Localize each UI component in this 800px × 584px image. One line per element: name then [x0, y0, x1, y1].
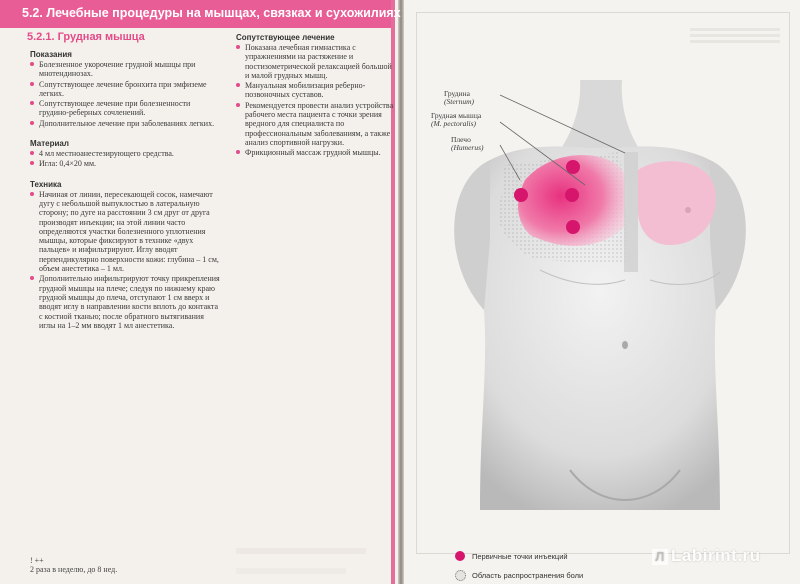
material-list: [30, 149, 220, 169]
section-header-band: [0, 0, 401, 28]
label-pectoralis: [431, 112, 481, 128]
right-text-column: [236, 33, 396, 159]
navel: [622, 341, 628, 349]
dosage-footer: [30, 556, 117, 574]
footer-frequency: 2 раза в неделю, до 8 нед.: [30, 565, 118, 574]
list-item: Фрикционный массаж грудной мышцы.: [236, 148, 396, 157]
label-pectoralis-ru: Грудная мышца: [431, 111, 482, 120]
injection-point: [514, 188, 528, 202]
list-item: Дополнительное лечение при заболеваниях легких.: [30, 119, 220, 128]
list-item: 4 мл местноанестезирующего средства.: [30, 149, 220, 158]
injection-point: [565, 188, 579, 202]
indications-heading: Показания: [30, 50, 72, 59]
list-item: Дополнительно инфильтрируют точку прикрепления грудной мышцы на плече; следуя по нижнему краю грудной мышцы до плеча, отступают 1 см вверх и вводят иглу в направлении кости вплоть до контакта с костной тканью; после обратного вытягивания иглы на 1–2 мм вводят 1 мл анестетика.: [30, 274, 220, 330]
list-item: Мануальная мобилизация реберно-позвоночных суставов.: [236, 81, 396, 100]
legend-injection-icon: [455, 551, 465, 561]
watermark-logo-icon: Л: [652, 549, 668, 565]
list-item: Игла: 0,4×20 мм.: [30, 159, 220, 168]
label-humerus-latin: (Humerus): [451, 143, 484, 152]
technique-list: [30, 190, 220, 330]
faded-bleed-text: [236, 548, 366, 554]
label-humerus: [451, 136, 484, 152]
concomitant-list: [236, 43, 396, 158]
list-item: Показана лечебная гимнастика с упражнениями на растяжение и постизометрической релаксацией большой и малой грудных мышц.: [236, 43, 396, 80]
injection-point: [566, 220, 580, 234]
right-arm-stump: [454, 160, 490, 310]
nipple: [685, 207, 691, 213]
footer-rating: ! ++: [30, 556, 44, 565]
technique-heading: Техника: [30, 179, 62, 189]
list-item: Сопутствующее лечение бронхита при эмфиземе легких.: [30, 80, 220, 99]
watermark: [652, 546, 761, 566]
list-item: Сопутствующее лечение при болезненности грудино-реберных сочленений.: [30, 99, 220, 118]
subsection-title: 5.2.1. Грудная мышца: [27, 31, 145, 43]
faded-bleed-text: [236, 568, 346, 574]
neck: [560, 80, 640, 150]
watermark-text: Labirint.ru: [671, 546, 761, 565]
injection-point: [566, 160, 580, 174]
label-humerus-ru: Плечо: [451, 135, 471, 144]
label-pectoralis-latin: (M. pectoralis): [431, 119, 476, 128]
left-arm-stump: [710, 160, 746, 310]
sternum: [624, 152, 638, 272]
list-item: Рекомендуется провести анализ устройства рабочего места пациента с точки зрения вредного для специалиста по профессиональным заболеваниям, а также анализ спортивной нагрузки.: [236, 101, 396, 147]
indications-list: [30, 60, 220, 128]
label-sternum: [444, 90, 474, 106]
material-heading: Материал: [30, 139, 69, 149]
list-item: Начиная от линии, пересекающей сосок, намечают дугу с небольшой выпуклостью в латеральную сторону; по дуге на расстоянии 3 см друг от друга производят инъекции; на этой линии часто определяются участки болезненного уплотнения мышцы, которые фиксируют в технике «двух пальцев» и инфильтрируют. Иглу вводят перпендикулярно поверхности кожи: глубина – 1 см, объем анестетика – 1 мл.: [30, 190, 220, 274]
label-sternum-latin: (Sternum): [444, 97, 474, 106]
legend-area: Область распространения боли: [472, 571, 584, 580]
label-sternum-ru: Грудина: [444, 89, 470, 98]
legend-primary: Первичные точки инъекций: [472, 552, 568, 561]
left-column: [30, 46, 220, 331]
legend-area-icon: [455, 570, 466, 581]
list-item: Болезненное укорочение грудной мышцы при мнотендинозах.: [30, 60, 220, 79]
section-title: 5.2. Лечебные процедуры на мышцах, связках и сухожилиях: [22, 6, 401, 20]
concomitant-heading: Сопутствующее лечение: [236, 33, 335, 42]
book-gutter: [398, 0, 404, 584]
